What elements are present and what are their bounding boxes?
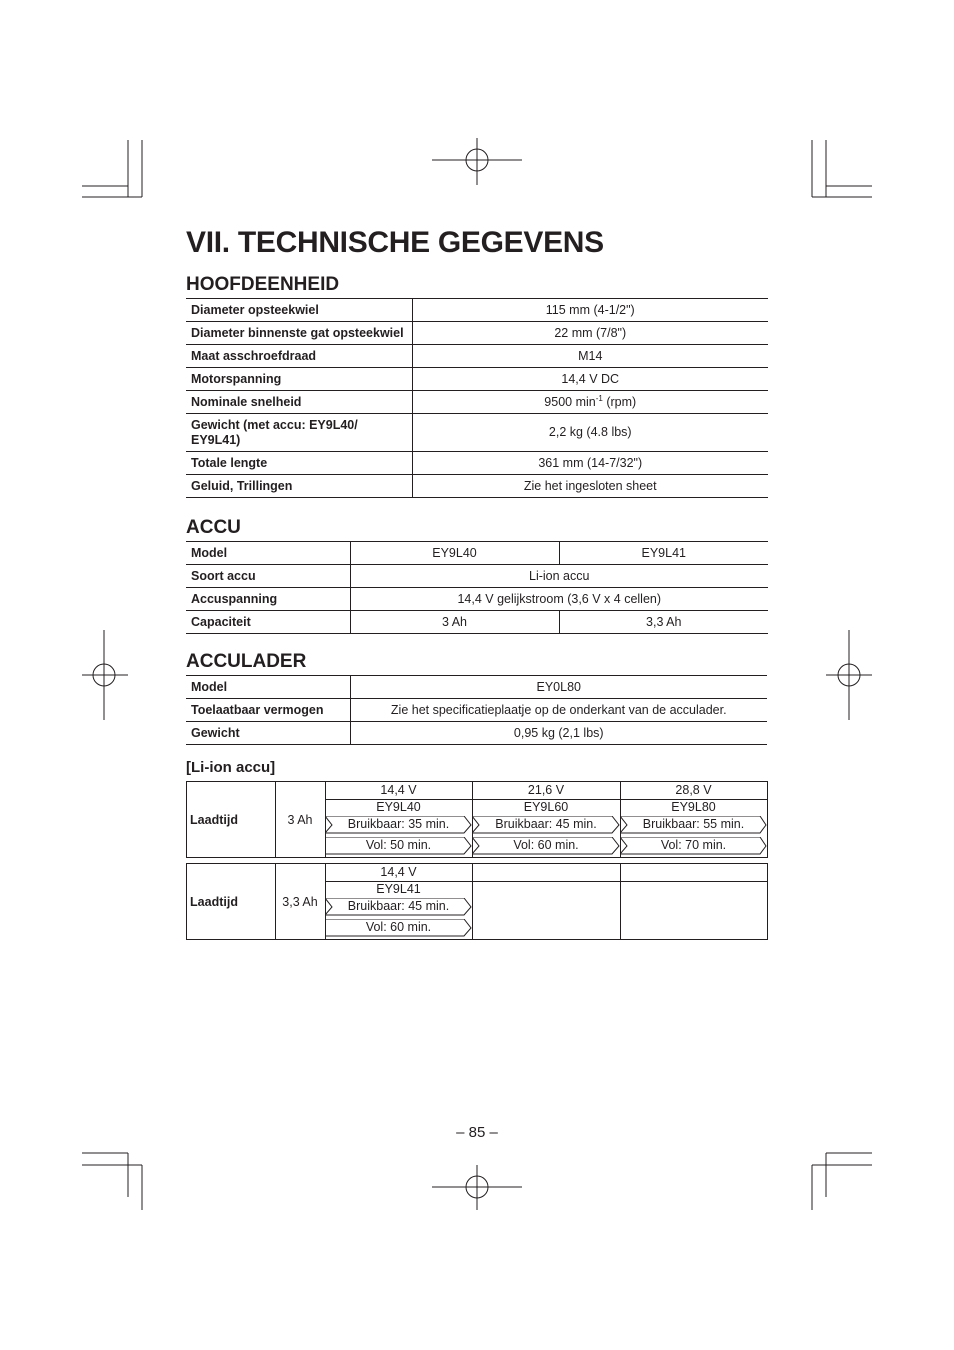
charge-label: Laadtijd xyxy=(190,895,238,909)
table-row xyxy=(186,452,768,475)
row-label: Gewicht xyxy=(186,722,350,745)
usable-time-box xyxy=(325,898,472,915)
row-value: 0,95 kg (2,1 lbs) xyxy=(350,722,767,745)
model-value: EY9L41 xyxy=(376,882,421,896)
usable-time: Bruikbaar: 45 min. xyxy=(495,817,597,831)
capacity-value: 3,3 Ah xyxy=(282,895,318,909)
row-value: 14,4 V DC xyxy=(412,368,768,391)
model-value: EY9L40 xyxy=(376,800,421,814)
speed-exponent: -1 xyxy=(595,394,603,404)
full-time: Vol: 50 min. xyxy=(365,838,432,852)
row-value: 2,2 kg (4.8 lbs) xyxy=(412,414,768,452)
voltage-value: 14,4 V xyxy=(380,783,417,797)
table-row xyxy=(186,588,768,611)
table-row xyxy=(186,391,768,414)
acculader-table xyxy=(186,675,767,745)
full-time-box xyxy=(325,919,472,936)
row-label: Diameter opsteekwiel xyxy=(186,299,412,322)
row-label: Totale lengte xyxy=(186,452,412,475)
usable-time: Bruikbaar: 35 min. xyxy=(347,817,450,831)
row-label: Model xyxy=(186,676,350,699)
speed-unit: (rpm) xyxy=(602,395,637,410)
row-value: Zie het specificatieplaatje op de onderkant van de acculader. xyxy=(350,699,767,722)
divider xyxy=(472,864,473,939)
usable-time: Bruikbaar: 55 min. xyxy=(642,817,745,831)
row-label: Nominale snelheid xyxy=(186,391,412,414)
row-value: 361 mm (14-7/32") xyxy=(412,452,768,475)
speed-value: 9500 min xyxy=(544,395,596,410)
row-value: Zie het ingesloten sheet xyxy=(412,475,768,498)
table-row xyxy=(186,722,767,745)
section-heading-hoofdeenheid: HOOFDEENHEID xyxy=(186,274,340,295)
row-value: 3 Ah xyxy=(350,611,559,634)
table-row xyxy=(186,611,768,634)
table-row xyxy=(186,345,768,368)
row-label: Model xyxy=(186,542,350,565)
row-value xyxy=(412,391,768,414)
hoofdeenheid-table xyxy=(186,298,768,498)
table-row xyxy=(186,322,768,345)
row-label: Maat asschroefdraad xyxy=(186,345,412,368)
table-row xyxy=(186,676,767,699)
table-row xyxy=(186,368,768,391)
usable-time: Bruikbaar: 45 min. xyxy=(347,899,450,913)
table-row xyxy=(186,475,768,498)
row-label: Toelaatbaar vermogen xyxy=(186,699,350,722)
row-value: M14 xyxy=(412,345,768,368)
usable-time-box xyxy=(620,816,767,833)
full-time: Vol: 70 min. xyxy=(660,838,727,852)
row-value: 22 mm (7/8") xyxy=(412,322,768,345)
section-heading-accu: ACCU xyxy=(186,517,241,538)
row-value: 14,4 V gelijkstroom (3,6 V x 4 cellen) xyxy=(350,588,768,611)
row-value: 115 mm (4-1/2") xyxy=(412,299,768,322)
usable-time-box xyxy=(472,816,620,833)
table-row xyxy=(186,699,767,722)
row-label: Diameter binnenste gat opsteekwiel xyxy=(186,322,412,345)
row-label: Geluid, Trillingen xyxy=(186,475,412,498)
row-label: Capaciteit xyxy=(186,611,350,634)
voltage-value: 21,6 V xyxy=(527,783,565,797)
table-row xyxy=(186,565,768,588)
page-title: VII. TECHNISCHE GEGEVENS xyxy=(186,226,604,259)
row-value: EY0L80 xyxy=(350,676,767,699)
row-value: EY9L41 xyxy=(559,542,768,565)
capacity-value: 3 Ah xyxy=(287,813,313,827)
full-time-box xyxy=(325,837,472,854)
voltage-value: 14,4 V xyxy=(380,865,417,879)
row-value: Li-ion accu xyxy=(350,565,768,588)
accu-table xyxy=(186,541,768,634)
full-time-box xyxy=(620,837,767,854)
row-label: Accuspanning xyxy=(186,588,350,611)
row-label: Motorspanning xyxy=(186,368,412,391)
row-label: Gewicht (met accu: EY9L40/ EY9L41) xyxy=(186,414,412,452)
full-time-box xyxy=(472,837,620,854)
table-row xyxy=(186,299,768,322)
section-heading-acculader: ACCULADER xyxy=(186,651,307,672)
full-time: Vol: 60 min. xyxy=(513,838,579,852)
page-number: – 85 – xyxy=(456,1124,498,1141)
row-label: Soort accu xyxy=(186,565,350,588)
charge-label: Laadtijd xyxy=(190,813,238,827)
model-value: EY9L60 xyxy=(523,800,569,814)
full-time: Vol: 60 min. xyxy=(365,920,432,934)
voltage-value: 28,8 V xyxy=(675,783,712,797)
charge-table-3ah xyxy=(186,781,768,858)
row-value: 3,3 Ah xyxy=(559,611,768,634)
table-row xyxy=(186,414,768,452)
table-row xyxy=(186,542,768,565)
usable-time-box xyxy=(325,816,472,833)
charge-table-3-3ah xyxy=(186,863,768,940)
section-heading-li-ion: [Li-ion accu] xyxy=(186,759,276,776)
row-value: EY9L40 xyxy=(350,542,559,565)
model-value: EY9L80 xyxy=(671,800,716,814)
divider xyxy=(620,864,621,939)
